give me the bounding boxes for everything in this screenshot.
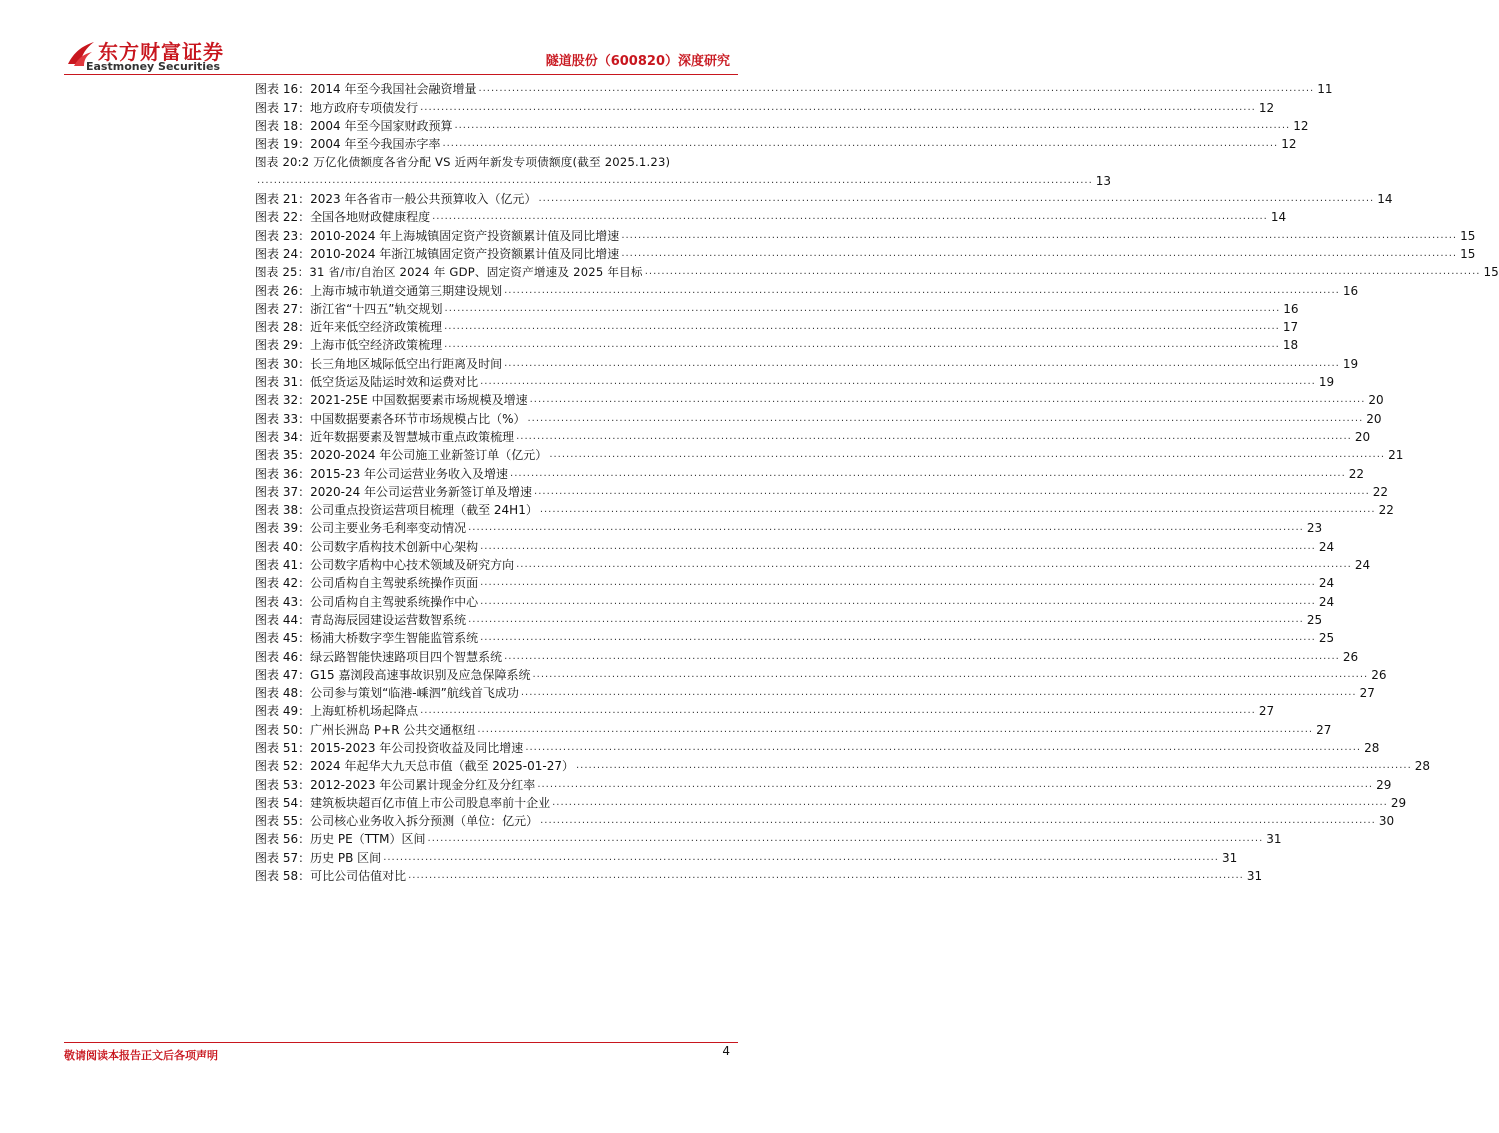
toc-leader-dots: ........................................................................................................................................................................................................ xyxy=(408,870,1244,882)
toc-entry[interactable] xyxy=(255,169,1112,188)
toc-entry-label: 图表 57：历史 PB 区间 xyxy=(255,850,382,865)
toc-leader-dots: ........................................................................................................................................................................................................ xyxy=(420,705,1256,717)
toc-leader-dots: ........................................................................................................................................................................................................ xyxy=(257,174,1093,186)
toc-entry-label: 图表 47：G15 嘉浏段高速事故识别及应急保障系统 xyxy=(255,667,531,682)
toc-entry[interactable] xyxy=(255,609,1323,627)
toc-entry[interactable] xyxy=(255,352,1359,371)
toc-entry-label: 图表 18：2004 年至今国家财政预算 xyxy=(255,118,453,133)
toc-leader-dots: ........................................................................................................................................................................................................ xyxy=(552,796,1388,808)
toc-leader-dots: ........................................................................................................................................................................................................ xyxy=(444,339,1280,351)
toc-leader-dots: ........................................................................................................................................................................................................ xyxy=(644,266,1481,278)
toc-entry[interactable] xyxy=(255,243,1476,261)
logo-text-en: Eastmoney Securities xyxy=(86,60,221,73)
toc-entry-page: 31 xyxy=(1246,869,1263,884)
toc-entry[interactable] xyxy=(255,810,1395,829)
toc-entry-page: 29 xyxy=(1390,795,1407,810)
toc-entry-page: 22 xyxy=(1372,484,1389,499)
toc-leader-dots: ........................................................................................................................................................................................................ xyxy=(480,376,1316,388)
toc-leader-dots: ........................................................................................................................................................................................................ xyxy=(427,833,1264,845)
toc-leader-dots: ........................................................................................................................................................................................................ xyxy=(444,302,1281,314)
toc-entry-label: 图表 19：2004 年至今我国赤字率 xyxy=(255,137,441,152)
toc-entry[interactable] xyxy=(255,572,1335,591)
toc-entry-label: 图表 22：全国各地财政健康程度 xyxy=(255,210,431,225)
toc-entry[interactable] xyxy=(255,316,1299,335)
toc-entry-page: 16 xyxy=(1342,283,1359,298)
toc-entry-page: 14 xyxy=(1270,210,1287,225)
toc-entry-page: 28 xyxy=(1414,759,1431,774)
toc-entry-label: 图表 43：公司盾构自主驾驶系统操作中心 xyxy=(255,594,479,609)
toc-leader-dots: ........................................................................................................................................................................................................ xyxy=(538,193,1375,205)
toc-entry-label: 图表 28：近年来低空经济政策梳理 xyxy=(255,320,443,335)
toc-entry-label: 图表 54：建筑板块超百亿市值上市公司股息率前十企业 xyxy=(255,795,551,810)
toc-entry-page: 12 xyxy=(1258,100,1275,115)
toc-entry[interactable] xyxy=(255,389,1384,408)
figure-list xyxy=(255,78,1499,884)
toc-leader-dots: ........................................................................................................................................................................................................ xyxy=(444,321,1280,333)
toc-entry-page: 29 xyxy=(1376,777,1392,792)
toc-entry-page: 31 xyxy=(1221,850,1238,865)
toc-entry-page: 25 xyxy=(1318,631,1335,646)
toc-entry-page: 21 xyxy=(1388,448,1404,463)
report-title: 隧道股份（600820）深度研究 xyxy=(545,54,730,69)
toc-entry-page: 22 xyxy=(1378,503,1394,518)
toc-entry-page: 20 xyxy=(1354,429,1371,444)
toc-entry[interactable] xyxy=(255,151,735,169)
toc-entry-label: 图表 21：2023 年各省市一般公共预算收入（亿元） xyxy=(255,192,537,207)
toc-leader-dots: ........................................................................................................................................................................................................ xyxy=(468,613,1304,625)
toc-entry[interactable] xyxy=(255,96,1275,115)
toc-entry[interactable] xyxy=(255,718,1332,737)
toc-entry[interactable] xyxy=(255,407,1382,426)
toc-entry[interactable] xyxy=(255,700,1275,719)
logo-text-cn: 东方财富证券 xyxy=(98,40,224,64)
toc-entry-label: 图表 41：公司数字盾构中心技术领域及研究方向 xyxy=(255,558,515,573)
toc-entry[interactable] xyxy=(255,737,1380,755)
header-divider xyxy=(64,74,738,75)
toc-entry[interactable] xyxy=(255,481,1389,499)
toc-entry-label: 图表 27：浙江省“十四五”轨交规划 xyxy=(255,301,443,316)
toc-entry-label: 图表 48：公司参与策划“临港-嵊泗”航线首飞成功 xyxy=(255,686,519,701)
toc-leader-dots: ........................................................................................................................................................................................................ xyxy=(480,540,1316,552)
toc-entry-page: 19 xyxy=(1342,356,1359,371)
toc-entry-page: 20 xyxy=(1366,411,1382,426)
toc-leader-dots: ........................................................................................................................................................................................................ xyxy=(480,577,1316,589)
toc-entry-page: 27 xyxy=(1316,722,1332,737)
toc-entry[interactable] xyxy=(255,133,1297,152)
toc-entry[interactable] xyxy=(255,645,1359,664)
toc-leader-dots: ........................................................................................................................................................................................................ xyxy=(525,741,1362,753)
toc-entry-page: 26 xyxy=(1342,649,1359,664)
toc-entry-label: 图表 16：2014 年至今我国社会融资增量 xyxy=(255,82,477,97)
toc-entry-label: 图表 45：杨浦大桥数字孪生智能监管系统 xyxy=(255,631,479,646)
toc-entry-label: 图表 34：近年数据要素及智慧城市重点政策梳理 xyxy=(255,429,515,444)
toc-leader-dots: ........................................................................................................................................................................................................ xyxy=(537,778,1374,790)
toc-leader-dots: ........................................................................................................................................................................................................ xyxy=(534,485,1370,497)
toc-entry[interactable] xyxy=(255,535,1335,554)
toc-entry[interactable] xyxy=(255,792,1407,810)
toc-entry-page: 27 xyxy=(1258,704,1275,719)
toc-entry[interactable] xyxy=(255,865,1263,884)
toc-leader-dots: ........................................................................................................................................................................................................ xyxy=(621,229,1458,241)
toc-entry-page: 18 xyxy=(1282,338,1299,353)
toc-entry-page: 26 xyxy=(1371,667,1387,682)
toc-leader-dots: ........................................................................................................................................................................................................ xyxy=(549,449,1386,461)
toc-leader-dots: ........................................................................................................................................................................................................ xyxy=(504,357,1340,369)
toc-leader-dots: ........................................................................................................................................................................................................ xyxy=(442,138,1279,150)
toc-entry[interactable] xyxy=(255,224,1476,243)
toc-entry-page: 15 xyxy=(1460,228,1476,243)
toc-entry[interactable] xyxy=(255,426,1371,444)
toc-entry-label: 图表 30：长三角地区城际低空出行距离及时间 xyxy=(255,356,503,371)
toc-entry[interactable] xyxy=(255,371,1335,390)
toc-entry-label: 图表 20:2 万亿化债额度各省分配 VS 近两年新发专项债额度(截至 2025.1.23) xyxy=(255,155,671,170)
toc-leader-dots: ........................................................................................................................................................................................................ xyxy=(454,119,1291,131)
toc-entry-label: 图表 55：公司核心业务收入拆分预测（单位：亿元） xyxy=(255,814,539,829)
toc-entry-label: 图表 38：公司重点投资运营项目梳理（截至 24H1） xyxy=(255,503,538,518)
toc-leader-dots: ........................................................................................................................................................................................................ xyxy=(383,851,1219,863)
page-number: 4 xyxy=(722,1044,730,1058)
toc-entry-page: 24 xyxy=(1318,576,1335,591)
toc-entry-page: 22 xyxy=(1348,466,1365,481)
toc-entry-label: 图表 29：上海市低空经济政策梳理 xyxy=(255,338,443,353)
toc-entry[interactable] xyxy=(255,206,1287,225)
toc-entry-label: 图表 37：2020-24 年公司运营业务新签订单及增速 xyxy=(255,484,533,499)
toc-entry[interactable] xyxy=(255,627,1335,646)
toc-entry[interactable] xyxy=(255,334,1299,353)
toc-leader-dots: ........................................................................................................................................................................................................ xyxy=(621,247,1458,259)
toc-entry-page: 23 xyxy=(1306,521,1323,536)
toc-entry-label: 图表 36：2015-23 年公司运营业务收入及增速 xyxy=(255,466,509,481)
toc-leader-dots: ........................................................................................................................................................................................................ xyxy=(529,394,1366,406)
toc-leader-dots: ........................................................................................................................................................................................................ xyxy=(527,412,1364,424)
toc-entry[interactable] xyxy=(255,115,1309,133)
toc-entry-page: 12 xyxy=(1293,118,1309,133)
toc-entry-page: 24 xyxy=(1354,558,1371,573)
toc-entry-page: 27 xyxy=(1359,686,1375,701)
toc-leader-dots: ........................................................................................................................................................................................................ xyxy=(504,650,1340,662)
toc-leader-dots: ........................................................................................................................................................................................................ xyxy=(478,83,1315,95)
toc-leader-dots: ........................................................................................................................................................................................................ xyxy=(420,101,1256,113)
toc-entry[interactable] xyxy=(255,664,1387,682)
toc-entry[interactable] xyxy=(255,188,1393,207)
toc-entry[interactable] xyxy=(255,846,1238,865)
toc-entry-label: 图表 52：2024 年起华大九天总市值（截至 2025-01-27） xyxy=(255,759,574,774)
toc-entry-page: 16 xyxy=(1283,301,1299,316)
toc-entry[interactable] xyxy=(255,590,1335,609)
toc-entry-label: 图表 39：公司主要业务毛利率变动情况 xyxy=(255,521,467,536)
toc-entry-page: 15 xyxy=(1460,246,1476,261)
toc-entry[interactable] xyxy=(255,444,1404,463)
toc-entry-label: 图表 17：地方政府专项债发行 xyxy=(255,100,419,115)
toc-entry[interactable] xyxy=(255,682,1375,701)
toc-entry[interactable] xyxy=(255,517,1323,536)
toc-entry-label: 图表 51：2015-2023 年公司投资收益及同比增速 xyxy=(255,740,524,755)
toc-leader-dots: ........................................................................................................................................................................................................ xyxy=(576,760,1412,772)
toc-leader-dots: ........................................................................................................................................................................................................ xyxy=(532,668,1369,680)
toc-entry-label: 图表 56：历史 PE（TTM）区间 xyxy=(255,832,426,847)
toc-entry-page: 14 xyxy=(1377,192,1393,207)
toc-entry[interactable] xyxy=(255,755,1431,774)
company-logo xyxy=(64,36,244,76)
toc-leader-dots: ........................................................................................................................................................................................................ xyxy=(468,522,1304,534)
toc-entry-label: 图表 50：广州长洲岛 P+R 公共交通枢纽 xyxy=(255,722,476,737)
toc-entry[interactable] xyxy=(255,499,1394,518)
toc-leader-dots: ........................................................................................................................................................................................................ xyxy=(516,559,1352,571)
toc-entry-label: 图表 35：2020-2024 年公司施工业新签订单（亿元） xyxy=(255,448,548,463)
toc-entry-label: 图表 44：青岛海辰园建设运营数智系统 xyxy=(255,612,467,627)
toc-entry-page: 11 xyxy=(1317,82,1333,97)
toc-leader-dots: ........................................................................................................................................................................................................ xyxy=(539,504,1376,516)
toc-entry-label: 图表 32：2021-25E 中国数据要素市场规模及增速 xyxy=(255,393,528,408)
toc-entry-page: 28 xyxy=(1364,740,1380,755)
toc-entry-page: 19 xyxy=(1318,375,1335,390)
footer-divider xyxy=(64,1042,738,1043)
toc-leader-dots: ........................................................................................................................................................................................................ xyxy=(540,815,1376,827)
toc-entry-page: 30 xyxy=(1378,814,1395,829)
page-header xyxy=(0,0,802,80)
toc-entry-label: 图表 25：31 省/市/自治区 2024 年 GDP、固定资产增速及 2025 年目标 xyxy=(255,265,643,280)
toc-entry[interactable] xyxy=(255,261,1499,280)
toc-entry-page: 17 xyxy=(1282,320,1299,335)
toc-entry[interactable] xyxy=(255,554,1371,573)
toc-leader-dots: ........................................................................................................................................................................................................ xyxy=(516,430,1352,442)
toc-entry-label: 图表 53：2012-2023 年公司累计现金分红及分红率 xyxy=(255,777,536,792)
toc-entry-label: 图表 31：低空货运及陆运时效和运费对比 xyxy=(255,375,479,390)
toc-leader-dots: ........................................................................................................................................................................................................ xyxy=(477,723,1314,735)
toc-entry[interactable] xyxy=(255,773,1392,792)
toc-entry-label: 图表 49：上海虹桥机场起降点 xyxy=(255,704,419,719)
toc-entry-label: 图表 23：2010-2024 年上海城镇固定资产投资额累计值及同比增速 xyxy=(255,228,620,243)
toc-leader-dots: ........................................................................................................................................................................................................ xyxy=(480,632,1316,644)
footer-disclaimer: 敬请阅读本报告正文后各项声明 xyxy=(64,1049,218,1062)
toc-entry-page: 31 xyxy=(1266,832,1282,847)
toc-entry-label: 图表 40：公司数字盾构技术创新中心架构 xyxy=(255,539,479,554)
toc-entry-page: 13 xyxy=(1095,173,1112,188)
toc-leader-dots: ........................................................................................................................................................................................................ xyxy=(520,687,1357,699)
toc-leader-dots: ........................................................................................................................................................................................................ xyxy=(504,284,1340,296)
toc-entry-label: 图表 58：可比公司估值对比 xyxy=(255,869,407,884)
toc-entry[interactable] xyxy=(255,298,1299,316)
toc-entry-label: 图表 24：2010-2024 年浙江城镇固定资产投资额累计值及同比增速 xyxy=(255,246,620,261)
toc-leader-dots: ........................................................................................................................................................................................................ xyxy=(480,595,1316,607)
toc-entry-label: 图表 42：公司盾构自主驾驶系统操作页面 xyxy=(255,576,479,591)
toc-entry-page: 15 xyxy=(1483,265,1499,280)
toc-leader-dots: ........................................................................................................................................................................................................ xyxy=(432,211,1268,223)
toc-entry-page: 24 xyxy=(1318,539,1335,554)
toc-entry-page: 20 xyxy=(1368,393,1384,408)
toc-entry[interactable] xyxy=(255,828,1282,847)
toc-leader-dots: ........................................................................................................................................................................................................ xyxy=(510,467,1346,479)
toc-entry-page: 12 xyxy=(1281,137,1297,152)
toc-entry-page: 24 xyxy=(1318,594,1335,609)
toc-entry-label: 图表 46：绿云路智能快速路项目四个智慧系统 xyxy=(255,649,503,664)
toc-entry[interactable] xyxy=(255,279,1359,298)
toc-entry-page: 25 xyxy=(1306,612,1323,627)
toc-entry-label: 图表 26：上海市城市轨道交通第三期建设规划 xyxy=(255,283,503,298)
toc-entry-label: 图表 33：中国数据要素各环节市场规模占比（%） xyxy=(255,411,526,426)
toc-entry[interactable] xyxy=(255,78,1333,97)
toc-entry[interactable] xyxy=(255,462,1365,481)
